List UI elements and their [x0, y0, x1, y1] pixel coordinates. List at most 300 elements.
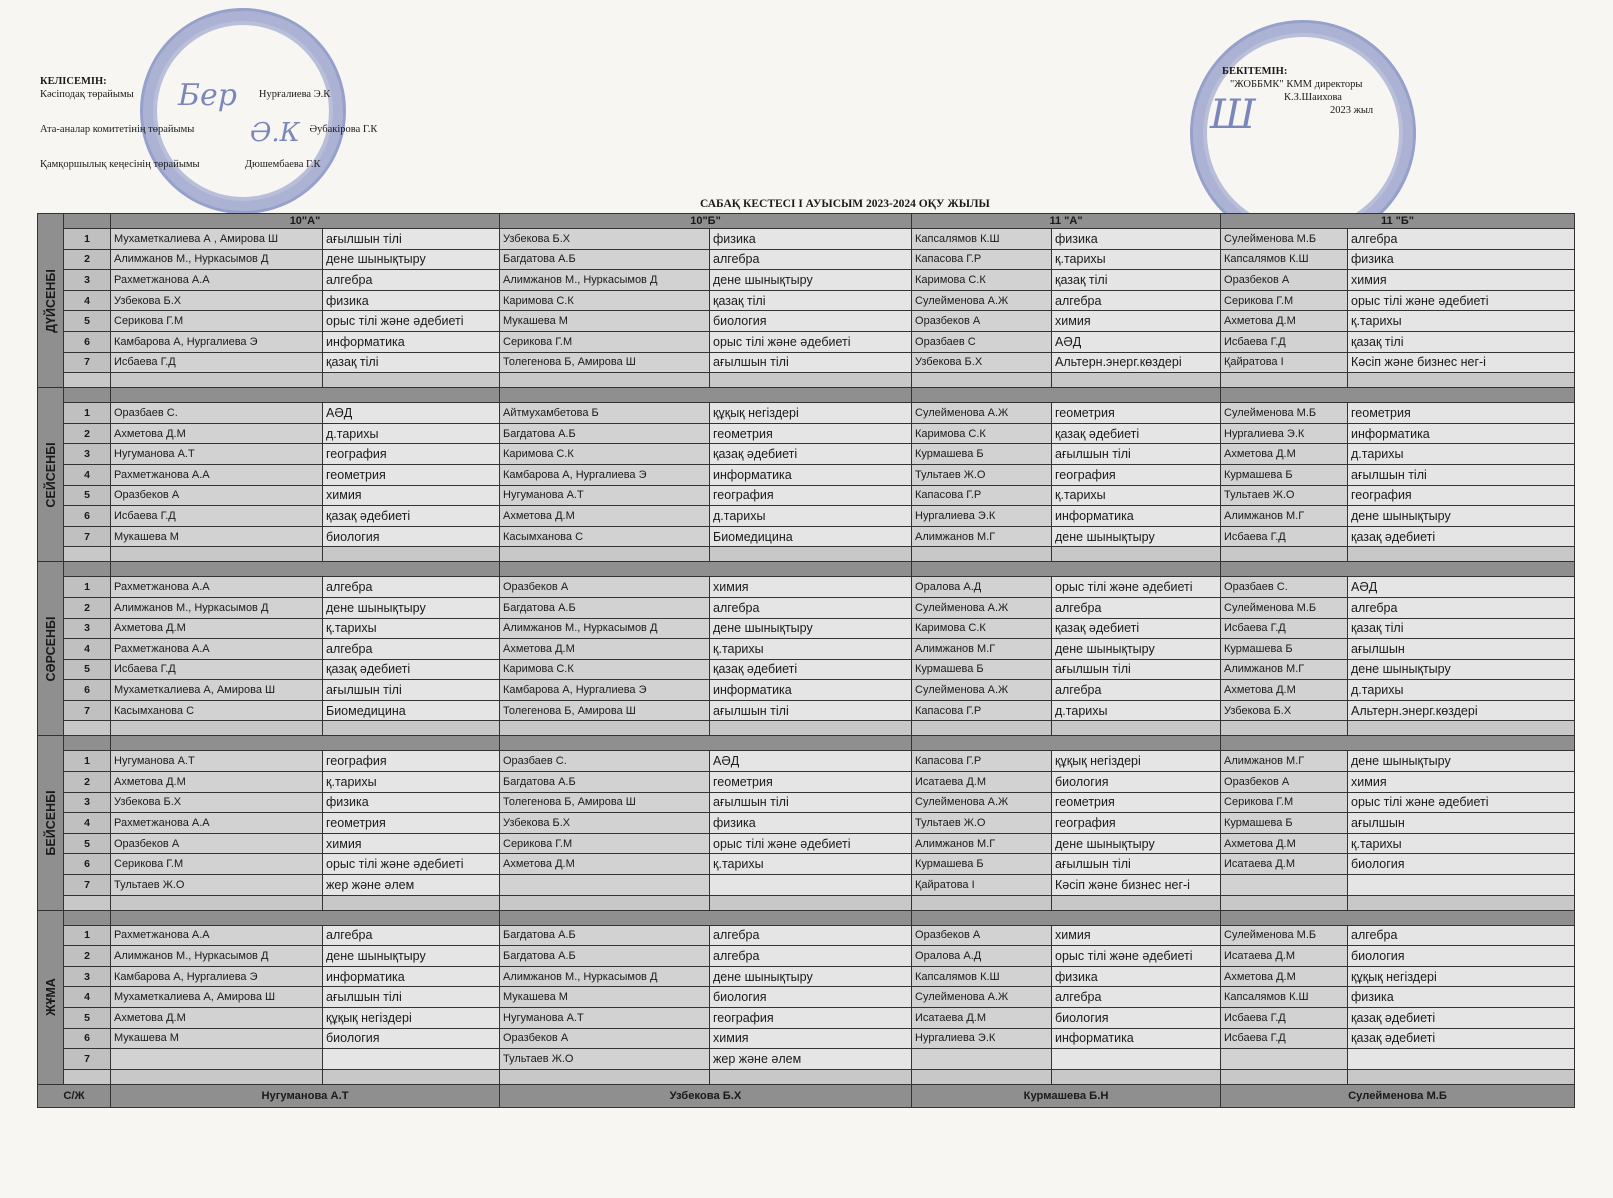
teacher-cell: Сулейменова М.Б — [1221, 229, 1348, 250]
subject-cell: дене шынықтыру — [1348, 506, 1575, 527]
teacher-cell — [1221, 875, 1348, 896]
class-header — [111, 736, 500, 751]
teacher-cell: Мухаметкалиева А, Амирова Ш — [111, 680, 323, 701]
class-header — [912, 736, 1221, 751]
teacher-cell: Алимжанов М.Г — [912, 526, 1052, 547]
subject-cell: қазақ әдебиеті — [1052, 618, 1221, 639]
subject-cell: қазақ әдебиеті — [1348, 526, 1575, 547]
lesson-row — [38, 1008, 1575, 1029]
lesson-row — [38, 464, 1575, 485]
lesson-number: 7 — [64, 875, 111, 896]
teacher-cell — [111, 1049, 323, 1070]
teacher-cell: Сулейменова А.Ж — [912, 597, 1052, 618]
subject-cell: география — [1348, 485, 1575, 506]
class-header-row — [38, 736, 1575, 751]
subject-cell: ағылшын тілі — [1348, 464, 1575, 485]
subject-cell: алгебра — [323, 639, 500, 660]
subject-cell: физика — [710, 813, 912, 834]
subject-cell: биология — [1052, 1008, 1221, 1029]
subject-cell: АӘД — [1052, 331, 1221, 352]
subject-cell: алгебра — [1052, 597, 1221, 618]
spacer-cell — [111, 373, 323, 388]
spacer-cell — [323, 1069, 500, 1084]
subject-cell: геометрия — [1052, 792, 1221, 813]
teacher-cell: Ахметова Д.М — [111, 618, 323, 639]
teacher-cell: Узбекова Б.Х — [1221, 700, 1348, 721]
subject-cell: қазақ тілі — [1052, 270, 1221, 291]
lesson-row — [38, 506, 1575, 527]
teacher-cell: Серикова Г.М — [500, 833, 710, 854]
subject-cell: құқық негіздері — [323, 1008, 500, 1029]
lesson-number: 6 — [64, 854, 111, 875]
class-header — [1221, 910, 1575, 925]
subject-cell: химия — [323, 833, 500, 854]
teacher-cell: Нугуманова А.Т — [500, 485, 710, 506]
teacher-cell: Багдатова А.Б — [500, 946, 710, 967]
class-header — [500, 910, 912, 925]
lesson-row — [38, 792, 1575, 813]
subject-cell: АӘД — [1348, 577, 1575, 598]
subject-cell: орыс тілі және әдебиеті — [1348, 290, 1575, 311]
subject-cell: геометрия — [1348, 403, 1575, 424]
teacher-cell: Тультаев Ж.О — [111, 875, 323, 896]
subject-cell: қазақ әдебиеті — [323, 506, 500, 527]
subject-cell: дене шынықтыру — [1052, 639, 1221, 660]
teacher-cell: Алимжанов М., Нуркасымов Д — [111, 946, 323, 967]
spacer-cell — [1052, 373, 1221, 388]
subject-cell: алгебра — [1052, 290, 1221, 311]
subject-cell: химия — [1348, 270, 1575, 291]
teacher-cell: Сулейменова М.Б — [1221, 597, 1348, 618]
lesson-row — [38, 659, 1575, 680]
teacher-cell: Алимжанов М.Г — [1221, 659, 1348, 680]
teacher-cell: Узбекова Б.Х — [500, 813, 710, 834]
lesson-number: 4 — [64, 464, 111, 485]
teacher-cell: Ахметова Д.М — [500, 854, 710, 875]
lesson-row — [38, 1049, 1575, 1070]
lesson-number: 4 — [64, 639, 111, 660]
teacher-cell: Алимжанов М.Г — [1221, 751, 1348, 772]
teacher-cell: Сулейменова А.Ж — [912, 680, 1052, 701]
teacher-cell: Камбарова А, Нургалиева Э — [111, 966, 323, 987]
subject-cell: физика — [1052, 229, 1221, 250]
subject-cell: биология — [710, 987, 912, 1008]
teacher-cell: Мукашева М — [500, 311, 710, 332]
subject-cell: қ.тарихы — [710, 854, 912, 875]
teacher-cell: Серикова Г.М — [1221, 792, 1348, 813]
subject-cell: биология — [323, 526, 500, 547]
subject-cell: қазақ әдебиеті — [1348, 1008, 1575, 1029]
subject-cell: АӘД — [710, 751, 912, 772]
subject-cell: информатика — [323, 966, 500, 987]
approved-block — [1222, 65, 1373, 117]
subject-cell: қазақ тілі — [323, 352, 500, 373]
teacher-cell: Капасова Г.Р — [912, 700, 1052, 721]
teacher-cell: Курмашева Б — [912, 444, 1052, 465]
spacer-cell — [1348, 373, 1575, 388]
lesson-number: 3 — [64, 792, 111, 813]
teacher-cell: Сулейменова М.Б — [1221, 925, 1348, 946]
subject-cell: ағылшын тілі — [323, 229, 500, 250]
teacher-cell: Исбаева Г.Д — [1221, 526, 1348, 547]
subject-cell: Биомедицина — [323, 700, 500, 721]
teacher-cell: Сулейменова А.Ж — [912, 987, 1052, 1008]
spacer-cell — [1348, 547, 1575, 562]
subject-cell: ағылшын тілі — [323, 987, 500, 1008]
class-teacher: Узбекова Б.Х — [500, 1084, 912, 1107]
lesson-row — [38, 311, 1575, 332]
lesson-row — [38, 618, 1575, 639]
subject-cell: д.тарихы — [710, 506, 912, 527]
class-header — [1221, 562, 1575, 577]
spacer-cell — [1221, 373, 1348, 388]
teacher-cell: Каримова С.К — [500, 444, 710, 465]
subject-cell: химия — [710, 1028, 912, 1049]
teacher-cell: Капсалямов К.Ш — [912, 966, 1052, 987]
teacher-cell: Ахметова Д.М — [111, 1008, 323, 1029]
spacer-cell — [1052, 895, 1221, 910]
teacher-cell: Исбаева Г.Д — [1221, 1008, 1348, 1029]
subject-cell: алгебра — [1348, 229, 1575, 250]
subject-cell: география — [710, 1008, 912, 1029]
subject-cell: қазақ тілі — [1348, 331, 1575, 352]
subject-cell: алгебра — [1052, 987, 1221, 1008]
teacher-cell: Мукашева М — [500, 987, 710, 1008]
subject-cell: ағылшын тілі — [1052, 854, 1221, 875]
teacher-cell: Исбаева Г.Д — [1221, 331, 1348, 352]
subject-cell: орыс тілі және әдебиеті — [710, 331, 912, 352]
lesson-number: 3 — [64, 270, 111, 291]
lesson-row — [38, 403, 1575, 424]
spacer-row — [38, 721, 1575, 736]
spacer-cell — [1221, 895, 1348, 910]
subject-cell: алгебра — [323, 270, 500, 291]
subject-cell: дене шынықтыру — [710, 618, 912, 639]
subject-cell: дене шынықтыру — [323, 597, 500, 618]
subject-cell: орыс тілі және әдебиеті — [1348, 792, 1575, 813]
subject-cell: физика — [1348, 249, 1575, 270]
class-teacher: Нугуманова А.Т — [111, 1084, 500, 1107]
teacher-cell: Исбаева Г.Д — [111, 659, 323, 680]
teacher-cell: Исбаева Г.Д — [111, 352, 323, 373]
subject-cell: алгебра — [1348, 597, 1575, 618]
subject-cell: география — [1052, 464, 1221, 485]
teacher-cell: Ахметова Д.М — [111, 423, 323, 444]
teacher-cell: Тультаев Ж.О — [912, 464, 1052, 485]
teacher-cell: Оразбеков А — [500, 577, 710, 598]
teacher-cell: Оралова А.Д — [912, 946, 1052, 967]
teacher-cell: Оразбеков А — [500, 1028, 710, 1049]
class-header-row — [38, 214, 1575, 229]
teacher-cell: Ахметова Д.М — [1221, 444, 1348, 465]
teacher-cell: Толегенова Б, Амирова Ш — [500, 352, 710, 373]
approved-title: БЕКІТЕМІН: — [1222, 66, 1288, 77]
lesson-number: 1 — [64, 751, 111, 772]
subject-cell: алгебра — [710, 925, 912, 946]
day-name: СӘРСЕНБІ — [43, 616, 58, 682]
subject-cell: жер және әлем — [710, 1049, 912, 1070]
teacher-cell: Касымханова С — [111, 700, 323, 721]
lesson-row — [38, 854, 1575, 875]
subject-cell — [1052, 1049, 1221, 1070]
teacher-cell: Рахметжанова А.А — [111, 925, 323, 946]
lesson-row — [38, 1028, 1575, 1049]
signature-right: Ш — [1210, 92, 1256, 138]
spacer-cell — [710, 373, 912, 388]
teacher-cell: Исбаева Г.Д — [111, 506, 323, 527]
teacher-cell — [500, 875, 710, 896]
lesson-number: 2 — [64, 249, 111, 270]
lesson-row — [38, 966, 1575, 987]
teacher-cell: Тультаев Ж.О — [1221, 485, 1348, 506]
lesson-number: 3 — [64, 618, 111, 639]
teacher-cell: Рахметжанова А.А — [111, 464, 323, 485]
lesson-row — [38, 229, 1575, 250]
spacer-row — [38, 895, 1575, 910]
subject-cell: химия — [1052, 925, 1221, 946]
spacer-cell — [323, 721, 500, 736]
subject-cell: алгебра — [323, 577, 500, 598]
class-header — [500, 736, 912, 751]
teacher-cell: Исбаева Г.Д — [1221, 1028, 1348, 1049]
teacher-cell: Мукашева М — [111, 1028, 323, 1049]
spacer-cell — [1221, 1069, 1348, 1084]
day-label-cell — [38, 388, 64, 562]
subject-cell: информатика — [710, 680, 912, 701]
spacer-cell — [64, 1069, 111, 1084]
lesson-number: 3 — [64, 444, 111, 465]
spacer-cell — [323, 373, 500, 388]
teacher-cell: Касымханова С — [500, 526, 710, 547]
lesson-number-header — [64, 214, 111, 229]
spacer-row — [38, 373, 1575, 388]
subject-cell: қ.тарихы — [323, 772, 500, 793]
subject-cell: география — [710, 485, 912, 506]
teacher-cell: Капсалямов К.Ш — [1221, 987, 1348, 1008]
teacher-cell: Курмашева Б — [912, 659, 1052, 680]
teacher-cell — [1221, 1049, 1348, 1070]
teacher-cell: Каримова С.К — [912, 618, 1052, 639]
schedule-body — [38, 214, 1575, 1108]
teacher-cell: Каримова С.К — [912, 270, 1052, 291]
lesson-number: 1 — [64, 577, 111, 598]
subject-cell — [323, 1049, 500, 1070]
lesson-row — [38, 639, 1575, 660]
class-header — [1221, 736, 1575, 751]
subject-cell: информатика — [1052, 506, 1221, 527]
spacer-cell — [1221, 547, 1348, 562]
class-header: 11 "Б" — [1221, 214, 1575, 229]
subject-cell — [710, 875, 912, 896]
spacer-cell — [323, 895, 500, 910]
subject-cell: биология — [1348, 854, 1575, 875]
teacher-cell: Узбекова Б.Х — [111, 290, 323, 311]
lesson-row — [38, 833, 1575, 854]
subject-cell: дене шынықтыру — [710, 270, 912, 291]
teacher-cell: Капсалямов К.Ш — [1221, 249, 1348, 270]
lesson-row — [38, 352, 1575, 373]
spacer-cell — [64, 895, 111, 910]
class-header: 10"Б" — [500, 214, 912, 229]
class-header — [111, 562, 500, 577]
lesson-row — [38, 597, 1575, 618]
teacher-cell — [912, 1049, 1052, 1070]
lesson-row — [38, 249, 1575, 270]
agreed-block — [40, 75, 377, 171]
spacer-cell — [1221, 721, 1348, 736]
teacher-cell: Сулейменова А.Ж — [912, 792, 1052, 813]
teacher-cell: Курмашева Б — [1221, 639, 1348, 660]
lesson-row — [38, 270, 1575, 291]
teacher-cell: Нургалиева Э.К — [1221, 423, 1348, 444]
teacher-cell: Серикова Г.М — [1221, 290, 1348, 311]
lesson-number: 5 — [64, 485, 111, 506]
teacher-cell: Оразбаев С — [912, 331, 1052, 352]
teacher-cell: Ахметова Д.М — [500, 506, 710, 527]
lesson-number-header — [64, 562, 111, 577]
teacher-cell: Исатаева Д.М — [1221, 854, 1348, 875]
subject-cell: алгебра — [710, 946, 912, 967]
spacer-cell — [912, 895, 1052, 910]
lesson-row — [38, 290, 1575, 311]
lesson-number: 2 — [64, 597, 111, 618]
lesson-number: 5 — [64, 311, 111, 332]
teacher-cell: Толегенова Б, Амирова Ш — [500, 700, 710, 721]
approved-line-3: 2023 жыл — [1330, 105, 1374, 116]
class-teacher: Курмашева Б.Н — [912, 1084, 1221, 1107]
spacer-cell — [912, 373, 1052, 388]
subject-cell: қазақ тілі — [710, 290, 912, 311]
lesson-number: 6 — [64, 331, 111, 352]
lesson-row — [38, 813, 1575, 834]
teacher-cell: Рахметжанова А.А — [111, 813, 323, 834]
lesson-number: 1 — [64, 229, 111, 250]
subject-cell: ағылшын тілі — [323, 680, 500, 701]
subject-cell: информатика — [710, 464, 912, 485]
teacher-cell: Сулейменова А.Ж — [912, 290, 1052, 311]
teacher-cell: Оразбаев С. — [1221, 577, 1348, 598]
teacher-cell: Серикова Г.М — [111, 311, 323, 332]
teacher-cell: Сулейменова А.Ж — [912, 403, 1052, 424]
spacer-cell — [64, 373, 111, 388]
subject-cell: химия — [710, 577, 912, 598]
subject-cell: д.тарихы — [1348, 444, 1575, 465]
subject-cell: химия — [1052, 311, 1221, 332]
teacher-cell: Курмашева Б — [1221, 464, 1348, 485]
teacher-cell: Алимжанов М., Нуркасымов Д — [111, 597, 323, 618]
subject-cell: ағылшын — [1348, 813, 1575, 834]
agreed-line-1: Кәсіподақ төрайымы Нурғалиева Э.К — [40, 89, 331, 100]
teacher-cell: Багдатова А.Б — [500, 597, 710, 618]
subject-cell: орыс тілі және әдебиеті — [323, 311, 500, 332]
subject-cell: геометрия — [710, 423, 912, 444]
subject-cell: ағылшын тілі — [1052, 444, 1221, 465]
subject-cell: қ.тарихы — [710, 639, 912, 660]
subject-cell: информатика — [323, 331, 500, 352]
teacher-cell: Оразбаев С. — [500, 751, 710, 772]
teacher-cell: Багдатова А.Б — [500, 249, 710, 270]
teacher-cell: Қайратова І — [912, 875, 1052, 896]
class-header — [500, 562, 912, 577]
spacer-cell — [111, 895, 323, 910]
subject-cell: Альтерн.энерг.көздері — [1052, 352, 1221, 373]
teacher-cell: Мухаметкалиева А , Амирова Ш — [111, 229, 323, 250]
spacer-cell — [710, 721, 912, 736]
class-header — [111, 910, 500, 925]
class-teachers-row — [38, 1084, 1575, 1107]
spacer-cell — [500, 721, 710, 736]
lesson-number-header — [64, 910, 111, 925]
class-header — [912, 388, 1221, 403]
lesson-row — [38, 444, 1575, 465]
teacher-cell: Алимжанов М.Г — [1221, 506, 1348, 527]
spacer-cell — [710, 1069, 912, 1084]
teacher-cell: Багдатова А.Б — [500, 925, 710, 946]
lesson-row — [38, 946, 1575, 967]
lesson-row — [38, 680, 1575, 701]
lesson-number: 7 — [64, 1049, 111, 1070]
teacher-cell: Айтмухамбетова Б — [500, 403, 710, 424]
spacer-cell — [1348, 1069, 1575, 1084]
lesson-number: 6 — [64, 1028, 111, 1049]
lesson-number: 7 — [64, 700, 111, 721]
teacher-cell: Камбарова А, Нургалиева Э — [500, 464, 710, 485]
spacer-cell — [710, 547, 912, 562]
teacher-cell: Ахметова Д.М — [500, 639, 710, 660]
agreed-line-3: Қамқоршылық кеңесінің төрайымы Дюшембаева Г.К — [40, 159, 321, 170]
subject-cell: география — [323, 444, 500, 465]
spacer-cell — [1052, 547, 1221, 562]
teacher-cell: Толегенова Б, Амирова Ш — [500, 792, 710, 813]
subject-cell: д.тарихы — [323, 423, 500, 444]
lesson-number: 4 — [64, 987, 111, 1008]
subject-cell: алгебра — [710, 597, 912, 618]
agreed-title: КЕЛІСЕМІН: — [40, 76, 107, 87]
spacer-cell — [111, 1069, 323, 1084]
lesson-row — [38, 751, 1575, 772]
teacher-cell: Қайратова І — [1221, 352, 1348, 373]
teacher-cell: Оразбеков А — [111, 485, 323, 506]
teacher-cell: Ахметова Д.М — [111, 772, 323, 793]
teacher-cell: Исатаева Д.М — [912, 772, 1052, 793]
teacher-cell: Багдатова А.Б — [500, 772, 710, 793]
class-header — [500, 388, 912, 403]
teacher-cell: Камбарова А, Нургалиева Э — [111, 331, 323, 352]
subject-cell: қазақ әдебиеті — [710, 659, 912, 680]
lesson-number: 5 — [64, 659, 111, 680]
subject-cell: құқық негіздері — [710, 403, 912, 424]
teacher-cell: Курмашева Б — [912, 854, 1052, 875]
day-name: ЖҰМА — [43, 978, 58, 1017]
teacher-cell: Оразбеков А — [912, 311, 1052, 332]
subject-cell: орыс тілі және әдебиеті — [1052, 946, 1221, 967]
lesson-number: 2 — [64, 423, 111, 444]
teacher-cell: Нугуманова А.Т — [111, 751, 323, 772]
subject-cell: информатика — [1052, 1028, 1221, 1049]
lesson-row — [38, 577, 1575, 598]
subject-cell: қазақ тілі — [1348, 618, 1575, 639]
class-header — [912, 910, 1221, 925]
spacer-cell — [111, 547, 323, 562]
teacher-cell: Алимжанов М.Г — [912, 639, 1052, 660]
subject-cell: Биомедицина — [710, 526, 912, 547]
subject-cell: дене шынықтыру — [1052, 833, 1221, 854]
subject-cell — [1348, 875, 1575, 896]
teacher-cell: Каримова С.К — [500, 290, 710, 311]
subject-cell: қ.тарихы — [1348, 311, 1575, 332]
subject-cell: биология — [323, 1028, 500, 1049]
teacher-cell: Капасова Г.Р — [912, 485, 1052, 506]
